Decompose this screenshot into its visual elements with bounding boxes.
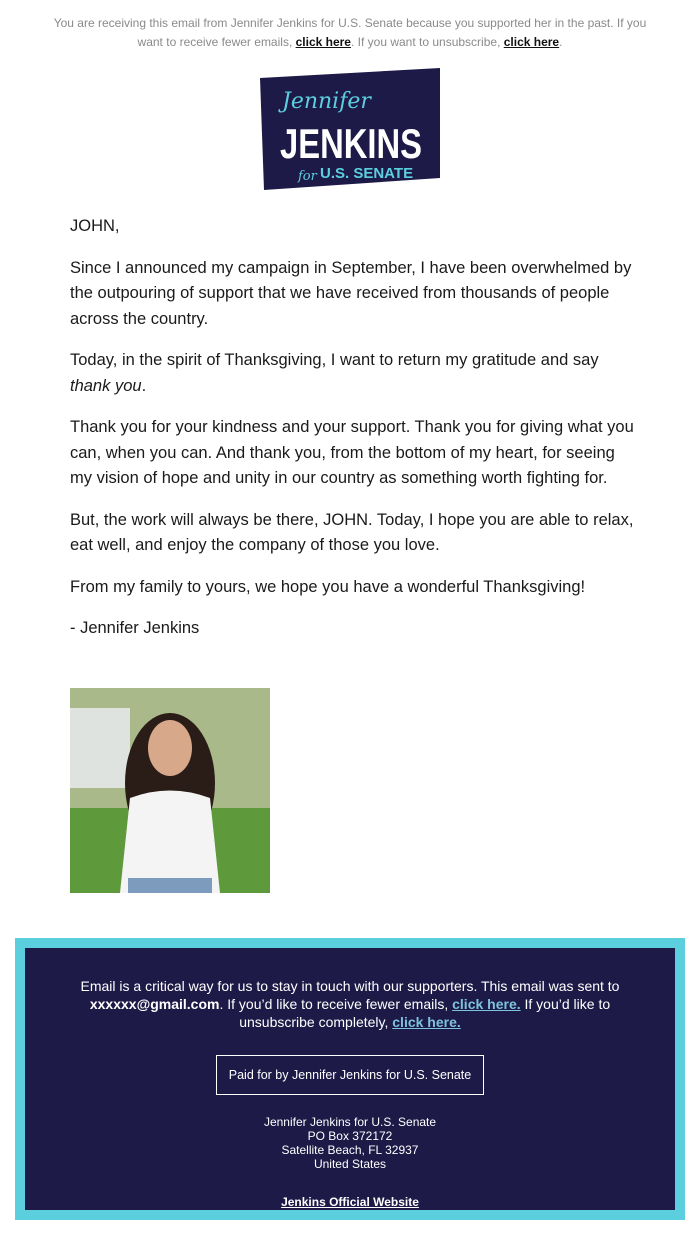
footer-unsubscribe-link[interactable]: click here. [392, 1014, 461, 1030]
svg-text:for: for [298, 169, 317, 184]
preheader-text: . If you want to unsubscribe, [350, 35, 504, 49]
footer-fewer-emails-link[interactable]: click here. [452, 996, 521, 1012]
campaign-logo [260, 68, 440, 190]
paragraph: But, the work will always be there, JOHN. Today, I hope you are able to relax, eat well, and enjoy the company of those you love. [70, 510, 634, 554]
paragraph: Thank you for your kindness and your support. Thank you for giving what you can, when you can. And thank you, from the bottom of my heart, for seeing my vision of hope and unity in our country as something worth fighting for. [70, 418, 634, 487]
recipient-email: xxxxxx@gmail.com [89, 996, 220, 1012]
preheader-text: . [559, 35, 563, 49]
footer [15, 938, 685, 1220]
paragraph: From my family to yours, we hope you have a wonderful Thanksgiving! [70, 577, 586, 596]
candidate-photo [70, 688, 270, 893]
unsubscribe-link[interactable]: click here [503, 35, 560, 49]
official-website-link[interactable]: Jenkins Official Website [281, 1195, 419, 1209]
address-line: Satellite Beach, FL 32937 [281, 1143, 419, 1157]
svg-text:U.S. SENATE: U.S. SENATE [320, 165, 414, 182]
paragraph-text: Today, in the spirit of Thanksgiving, I want to return my gratitude and say [70, 351, 599, 369]
address-line: United States [313, 1157, 387, 1171]
footer-text: Email is a critical way for us to stay in touch with our supporters. This email was sent to [80, 978, 620, 994]
logo-name: JENKINS [280, 120, 422, 167]
fewer-emails-link[interactable]: click here [295, 35, 351, 49]
footer-text: . If you’d like to receive fewer emails, [219, 996, 453, 1012]
emphasis: thank you [70, 376, 142, 395]
footer-panel [25, 948, 675, 1210]
preheader-text: You are receiving this email from Jennifer Jenkins for U.S. Senate because you supported her in the past. If you want to receive fewer emails, [53, 16, 647, 49]
footer-message [80, 948, 620, 1031]
letter-body [70, 214, 635, 658]
paragraph: Since I announced my campaign in September, I have been overwhelmed by the outpouring of support that we have received from thousands of people across the country. [70, 258, 632, 328]
logo-script: Jennifer [282, 89, 371, 114]
preheader [50, 14, 650, 52]
mailing-address [25, 1115, 675, 1171]
paid-for-disclaimer: Paid for by Jennifer Jenkins for U.S. Senate [216, 1055, 485, 1095]
paragraph [70, 348, 635, 399]
greeting: JOHN, [70, 217, 120, 235]
footer-text: If you’d like to unsubscribe completely, [239, 996, 611, 1030]
address-line: PO Box 372172 [307, 1129, 393, 1143]
paragraph-text: . [141, 376, 147, 395]
signature: - Jennifer Jenkins [70, 619, 200, 637]
address-line: Jennifer Jenkins for U.S. Senate [263, 1115, 437, 1129]
